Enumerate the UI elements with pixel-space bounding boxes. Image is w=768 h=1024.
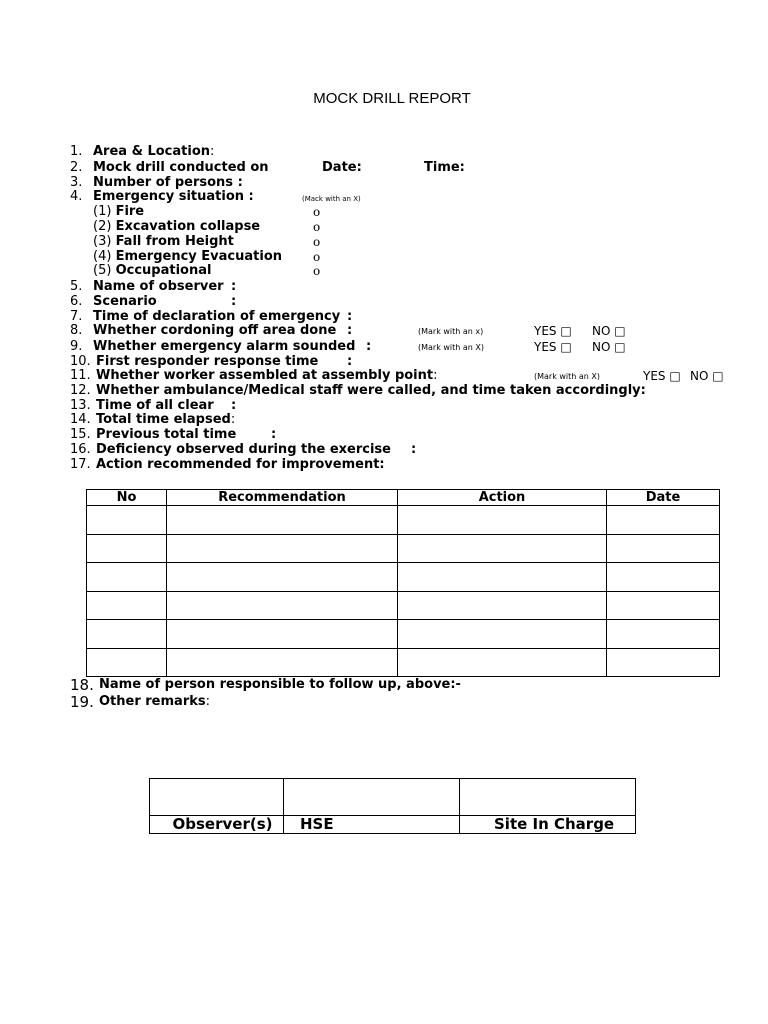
table-cell[interactable] (167, 620, 398, 649)
item-label: Area & Location (93, 144, 210, 159)
table-cell[interactable] (87, 563, 167, 592)
situation-occupational (0, 263, 768, 279)
item-colon: : (366, 339, 372, 354)
item-label: Previous total time (96, 427, 237, 442)
item-colon: : (210, 144, 215, 159)
item-number: 3. (70, 175, 83, 190)
table-cell[interactable] (398, 648, 607, 677)
item-label: Whether emergency alarm sounded (93, 339, 356, 354)
date-label: Date: (322, 160, 362, 175)
item-label: Other remarks (99, 694, 206, 709)
item-number: 13. (70, 398, 91, 413)
item-colon: : (411, 442, 417, 457)
signature-row (150, 779, 636, 816)
item-emergency-situation (0, 189, 768, 205)
item-follow-up-person (0, 676, 768, 694)
table-cell[interactable] (87, 620, 167, 649)
item-label: Whether worker assembled at assembly point (96, 368, 434, 383)
item-colon: : (231, 279, 237, 294)
item-previous-total-time (0, 427, 768, 443)
situation-number: (2) (93, 219, 112, 234)
item-worker-assembled (0, 368, 768, 384)
observer-signature-field[interactable] (150, 779, 284, 816)
table-cell[interactable] (87, 534, 167, 563)
item-alarm-sounded (0, 339, 768, 355)
situation-label: Fall from Height (115, 234, 234, 249)
mark-instruction-note: (Mack with an X) (302, 195, 361, 203)
yes-checkbox[interactable]: YES □ (534, 340, 572, 354)
site-in-charge-label: Site In Charge (460, 816, 636, 834)
item-number: 6. (70, 294, 83, 309)
item-action-recommended (0, 457, 768, 473)
item-label: Deficiency observed during the exercise (96, 442, 391, 457)
column-header-action: Action (398, 490, 607, 506)
table-row (87, 534, 720, 563)
situation-excavation-collapse (0, 219, 768, 235)
situation-checkbox[interactable]: o (313, 250, 321, 264)
hse-signature-field[interactable] (284, 779, 460, 816)
item-colon: : (231, 398, 237, 413)
situation-fire (0, 204, 768, 220)
item-label: Whether cordoning off area done (93, 323, 337, 338)
item-colon: : (271, 427, 277, 442)
table-cell[interactable] (87, 591, 167, 620)
item-area-location (0, 144, 768, 160)
item-number: 12. (70, 383, 91, 398)
item-label: Action recommended for improvement: (96, 457, 385, 472)
situation-label: Excavation collapse (115, 219, 261, 234)
observer-label: Observer(s) (150, 816, 284, 834)
table-cell[interactable] (398, 563, 607, 592)
site-in-charge-signature-field[interactable] (460, 779, 636, 816)
mark-instruction-note: (Mark with an x) (418, 327, 484, 336)
item-deficiency-observed (0, 442, 768, 458)
table-row (87, 620, 720, 649)
item-colon: : (205, 694, 211, 709)
mark-instruction-note: (Mark with an X) (534, 372, 601, 381)
signature-label-row (150, 816, 636, 834)
item-label: Time of declaration of emergency (93, 309, 341, 324)
situation-number: (3) (93, 234, 112, 249)
table-row (87, 648, 720, 677)
hse-label: HSE (284, 816, 460, 834)
table-cell[interactable] (398, 534, 607, 563)
item-label: Mock drill conducted on (93, 160, 269, 175)
item-number: 19. (70, 693, 94, 711)
table-cell[interactable] (167, 563, 398, 592)
table-cell[interactable] (607, 534, 720, 563)
item-number: 9. (70, 339, 83, 354)
item-colon: : (347, 309, 353, 324)
situation-fall-from-height (0, 234, 768, 250)
item-label: Scenario (93, 294, 157, 309)
mark-instruction-note: (Mark with an X) (418, 343, 485, 352)
table-cell[interactable] (607, 620, 720, 649)
situation-checkbox[interactable]: o (313, 264, 321, 278)
table-header-row (87, 490, 720, 506)
table-row (87, 591, 720, 620)
no-checkbox[interactable]: NO □ (592, 340, 626, 354)
item-ambulance-called (0, 383, 768, 399)
no-checkbox[interactable]: NO □ (592, 324, 626, 338)
table-cell[interactable] (607, 648, 720, 677)
no-checkbox[interactable]: NO □ (690, 369, 724, 383)
item-label: Name of person responsible to follow up, above:- (99, 677, 461, 692)
table-cell[interactable] (87, 648, 167, 677)
situation-number: (4) (93, 249, 112, 264)
situation-label: Occupational (115, 263, 212, 278)
item-cordoning-off (0, 323, 768, 339)
table-cell[interactable] (398, 620, 607, 649)
recommendations-table (86, 489, 720, 677)
item-colon: : (230, 412, 236, 427)
situation-number: (5) (93, 263, 112, 278)
situation-checkbox[interactable]: o (313, 220, 321, 234)
page-title: MOCK DRILL REPORT (313, 90, 471, 107)
situation-number: (1) (93, 204, 112, 219)
item-number: 11. (70, 368, 91, 383)
signature-table (149, 778, 636, 834)
item-number: 4. (70, 189, 83, 204)
table-cell[interactable] (607, 506, 720, 535)
item-number: 18. (70, 676, 94, 694)
item-mock-drill-conducted (0, 160, 768, 176)
table-row (87, 563, 720, 592)
table-cell[interactable] (87, 506, 167, 535)
item-label: Total time elapsed (96, 412, 231, 427)
yes-checkbox[interactable]: YES □ (534, 324, 572, 338)
column-header-no: No (87, 490, 167, 506)
item-number: 16. (70, 442, 91, 457)
column-header-recommendation: Recommendation (167, 490, 398, 506)
table-row (87, 506, 720, 535)
time-label: Time: (424, 160, 465, 175)
item-label: Number of persons : (93, 175, 243, 190)
item-total-time-elapsed (0, 412, 768, 428)
item-colon: : (231, 294, 237, 309)
item-number: 5. (70, 279, 83, 294)
item-number: 8. (70, 323, 83, 338)
table-cell[interactable] (398, 506, 607, 535)
situation-checkbox[interactable]: o (313, 205, 321, 219)
item-colon: : (433, 368, 438, 383)
situation-label: Fire (115, 204, 145, 219)
yes-checkbox[interactable]: YES □ (643, 369, 681, 383)
table-cell[interactable] (167, 506, 398, 535)
item-other-remarks (0, 693, 768, 711)
table-cell[interactable] (607, 591, 720, 620)
item-number: 14. (70, 412, 91, 427)
item-number: 2. (70, 160, 83, 175)
item-number: 17. (70, 457, 91, 472)
table-cell[interactable] (167, 648, 398, 677)
item-label: Time of all clear (96, 398, 214, 413)
item-number: 10. (70, 354, 91, 369)
column-header-date: Date (607, 490, 720, 506)
item-label: Whether ambulance/Medical staff were called, and time taken accordingly: (96, 383, 646, 398)
item-label: First responder response time (96, 354, 319, 369)
table-cell[interactable] (398, 591, 607, 620)
table-cell[interactable] (167, 591, 398, 620)
item-colon: : (347, 323, 353, 338)
item-number: 15. (70, 427, 91, 442)
situation-label: Emergency Evacuation (115, 249, 283, 264)
item-colon: : (347, 354, 353, 369)
table-cell[interactable] (607, 563, 720, 592)
item-name-of-observer (0, 279, 768, 295)
item-scenario (0, 294, 768, 310)
item-number: 7. (70, 309, 83, 324)
item-number: 1. (70, 144, 83, 159)
item-label: Name of observer (93, 279, 224, 294)
item-label: Emergency situation : (93, 189, 254, 204)
table-cell[interactable] (167, 534, 398, 563)
situation-checkbox[interactable]: o (313, 235, 321, 249)
